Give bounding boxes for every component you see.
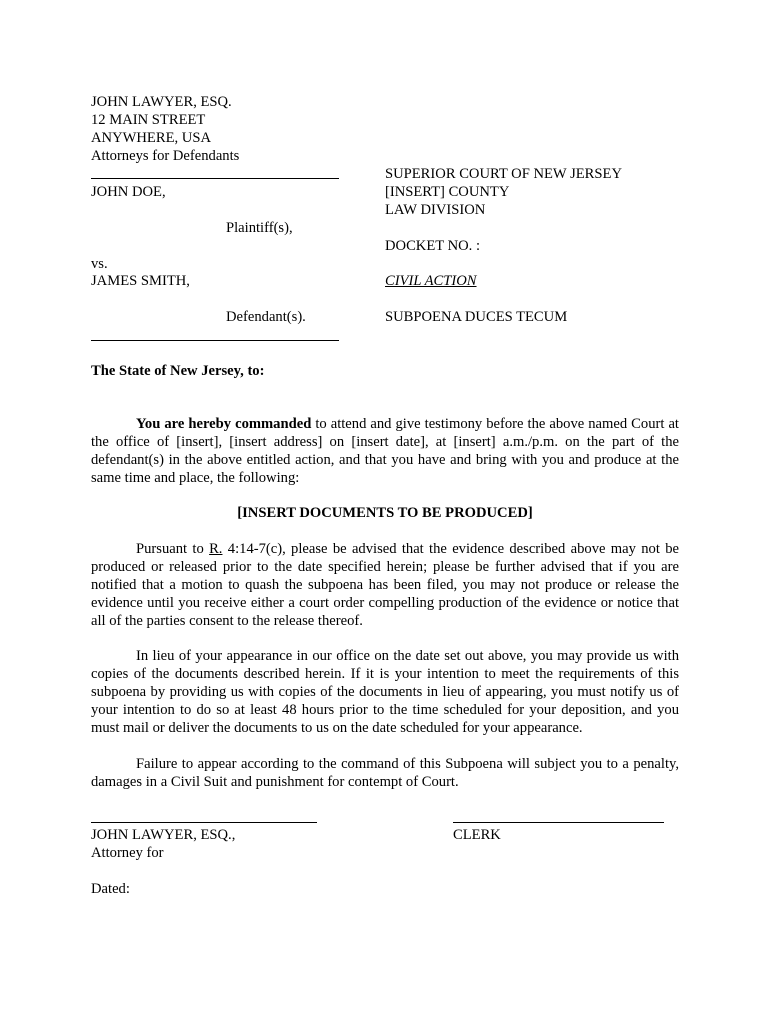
signature-attorney-name: JOHN LAWYER, ESQ., [91,827,236,843]
caption-bottom-rule [91,340,339,341]
command-paragraph [91,415,679,487]
defendant-label: Defendant(s). [226,309,306,325]
attorney-city: ANYWHERE, USA [91,130,211,146]
signature-attorney-for: Attorney for [91,845,164,861]
command-body: to attend and give testimony before the above named Court at the office of [insert], [insert address] on [insert date], at [insert] a.m./p.m. on the part of the defendant(s) in the above entitled action, and that you have and bring with you and produce at the same time and place, the following: [91,416,679,486]
civil-action: CIVIL ACTION [385,273,477,289]
plaintiff-name: JOHN DOE, [91,184,166,200]
signature-clerk: CLERK [453,827,501,843]
defendant-name: JAMES SMITH, [91,273,190,289]
attorney-signature-line [91,822,317,823]
clerk-signature-line [453,822,664,823]
attorney-name: JOHN LAWYER, ESQ. [91,94,232,110]
docket-number: DOCKET NO. : [385,238,480,254]
rule-reference: R. [209,541,223,557]
dated-label: Dated: [91,881,130,897]
pursuant-paragraph [91,540,679,630]
caption-top-rule [91,178,339,179]
versus-text: vs. [91,256,108,272]
documents-heading: [INSERT DOCUMENTS TO BE PRODUCED] [237,505,533,521]
attorney-street: 12 MAIN STREET [91,112,206,128]
failure-text: Failure to appear according to the command of this Subpoena will subject you to a penalty, damages in a Civil Suit and punishment for contempt of Court. [91,756,679,790]
attorney-role: Attorneys for Defendants [91,148,240,164]
in-lieu-paragraph [91,647,679,737]
pursuant-lead: Pursuant to [136,541,210,557]
court-division: LAW DIVISION [385,202,486,218]
in-lieu-text: In lieu of your appearance in our office on the date set out above, you may provide us with copies of the documents described herein. If it is your intention to meet the requirements of this subpoena by providing us with copies of the documents in lieu of appearing, you must notify us of your intention to do so at least 48 hours prior to the time scheduled for your deposition, and you must mail or deliver the documents to us on the date scheduled for your appearance. [91,648,679,736]
court-name: SUPERIOR COURT OF NEW JERSEY [385,166,622,182]
document-type: SUBPOENA DUCES TECUM [385,309,568,325]
command-lead: You are hereby commanded [136,416,312,432]
salutation: The State of New Jersey, to: [91,363,265,379]
failure-paragraph [91,755,679,791]
pursuant-body: 4:14-7(c), please be advised that the evidence described above may not be produced or released prior to the date specified herein; please be further advised that if you are notified that a motion to quash the subpoena has been filed, you may not produce or release the evidence until you receive either a court order compelling production of the evidence or notice that all of the parties consent to the release thereof. [91,541,679,629]
plaintiff-label: Plaintiff(s), [226,220,293,236]
court-county: [INSERT] COUNTY [385,184,510,200]
